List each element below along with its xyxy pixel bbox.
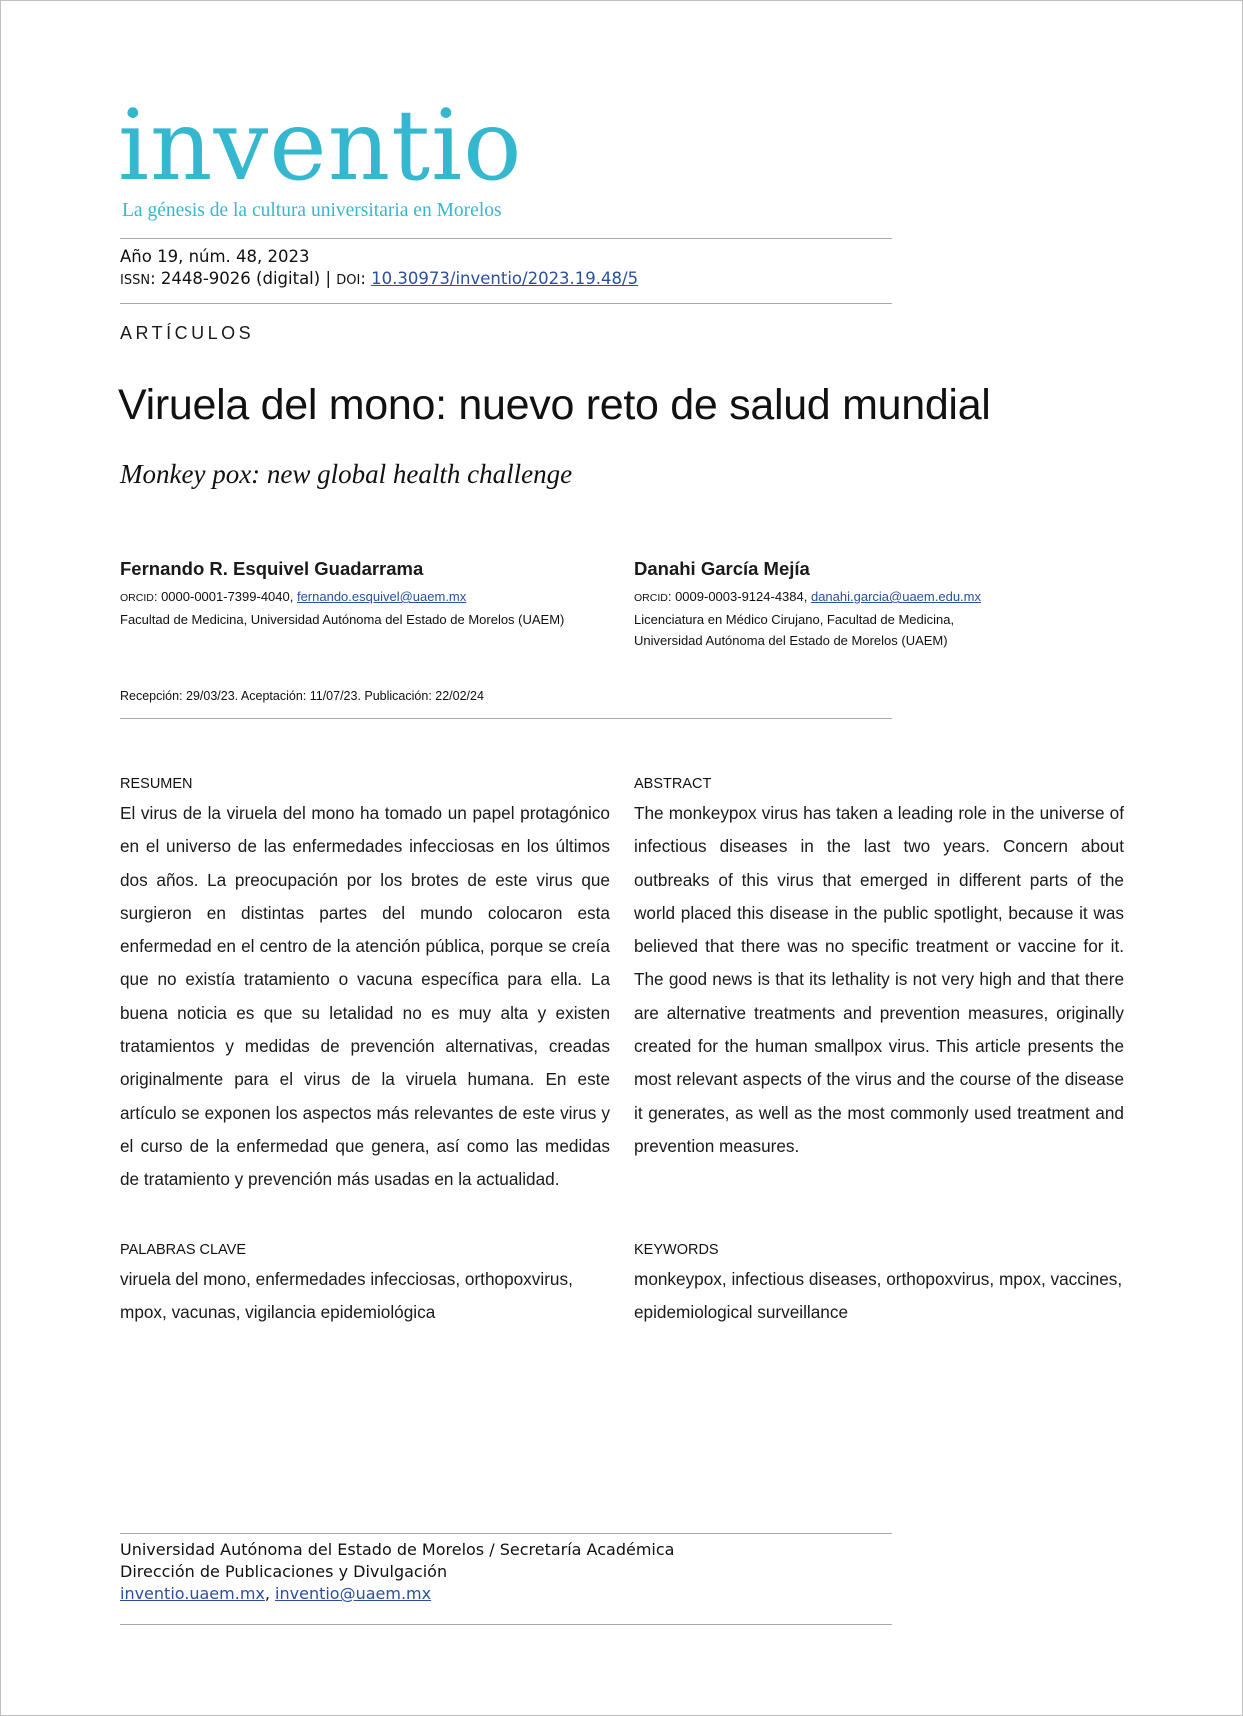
issn-label: ISSN bbox=[120, 273, 151, 288]
keywords-heading: KEYWORDS bbox=[634, 1242, 719, 1258]
issue-info bbox=[120, 246, 638, 292]
resumen-section bbox=[120, 776, 610, 1197]
author-email-link[interactable]: fernando.esquivel@uaem.mx bbox=[296, 589, 467, 604]
author-orcid bbox=[634, 586, 1134, 609]
divider bbox=[120, 303, 892, 304]
author-name: Danahi García Mejía bbox=[634, 558, 810, 579]
orcid-label: ORCID bbox=[120, 592, 154, 604]
orcid-value: : 0000-0001-7399-4040, bbox=[153, 589, 297, 604]
section-label: ARTÍCULOS bbox=[120, 323, 255, 343]
author-block bbox=[634, 558, 1134, 651]
doi-label: DOI bbox=[336, 273, 361, 288]
keywords-text: monkeypox, infectious diseases, orthopoxvirus, mpox, vaccines, epidemiological surveillance bbox=[634, 1269, 1123, 1323]
orcid-value: : 0009-0003-9124-4384, bbox=[667, 589, 811, 604]
journal-tagline: La génesis de la cultura universitaria en Morelos bbox=[122, 200, 502, 221]
abstract-heading: ABSTRACT bbox=[634, 776, 712, 792]
orcid-label: ORCID bbox=[634, 592, 668, 604]
resumen-text: El virus de la viruela del mono ha tomado un papel protagónico en el universo de las enfermedades infecciosas en los últimos dos años. La preocupación por los brotes de este virus que surgieron en distintas partes del mundo colocaron esta enfermedad en el centro de la atención pública, porque se creía que no existía tratamiento o vacuna específica para ella. La buena noticia es que su letalidad no es muy alta y existen tratamientos y medidas de prevención alternativas, creadas originalmente para el virus de la viruela humana. En este artículo se exponen los aspectos más relevantes de este virus y el curso de la enfermedad que genera, así como las medidas de tratamiento y prevención más usadas en la actualidad. bbox=[120, 803, 610, 1190]
footer bbox=[120, 1539, 674, 1605]
author-affiliation: Facultad de Medicina, Universidad Autónoma del Estado de Morelos (UAEM) bbox=[120, 612, 565, 627]
abstract-section bbox=[634, 776, 1124, 1163]
author-email-link[interactable]: danahi.garcia@uaem.edu.mx bbox=[810, 589, 981, 604]
author-name: Fernando R. Esquivel Guadarrama bbox=[120, 558, 424, 579]
author-orcid bbox=[120, 586, 620, 609]
palabras-clave-heading: PALABRAS CLAVE bbox=[120, 1242, 246, 1258]
email-link[interactable]: inventio@uaem.mx bbox=[275, 1584, 432, 1603]
abstract-text: The monkeypox virus has taken a leading role in the universe of infectious diseases in the last two years. Concern about outbreaks of this virus that emerged in different parts of the world placed this disease in the public spotlight, because it was believed that there was no specific treatment or vaccine for it. The good news is that its lethality is not very high and that there are alternative treatments and prevention measures, originally created for the human smallpox virus. This article presents the most relevant aspects of the virus and the course of the disease it generates, as well as the most commonly used treatment and prevention measures. bbox=[634, 803, 1124, 1156]
divider bbox=[120, 1624, 892, 1625]
article-title: Viruela del mono: nuevo reto de salud mundial bbox=[118, 381, 991, 429]
article-subtitle: Monkey pox: new global health challenge bbox=[120, 459, 573, 489]
palabras-clave-text: viruela del mono, enfermedades infecciosas, orthopoxvirus, mpox, vacunas, vigilancia epidemiológica bbox=[120, 1269, 573, 1323]
divider bbox=[120, 1533, 892, 1534]
website-link[interactable]: inventio.uaem.mx bbox=[120, 1584, 265, 1603]
identifiers-line bbox=[120, 268, 638, 292]
author-affiliation: Licenciatura en Médico Cirujano, Facultad de Medicina, bbox=[634, 612, 955, 627]
issue-line: Año 19, núm. 48, 2023 bbox=[120, 247, 310, 266]
footer-separator: , bbox=[264, 1584, 276, 1603]
footer-institution: Universidad Autónoma del Estado de Morelos / Secretaría Académica bbox=[120, 1540, 675, 1559]
divider bbox=[120, 238, 892, 239]
issn-value: : 2448-9026 (digital) | bbox=[150, 269, 337, 288]
footer-department: Dirección de Publicaciones y Divulgación bbox=[120, 1562, 448, 1581]
palabras-clave-section bbox=[120, 1242, 610, 1330]
resumen-heading: RESUMEN bbox=[120, 776, 193, 792]
doi-separator: : bbox=[360, 269, 372, 288]
author-block bbox=[120, 558, 620, 630]
keywords-section bbox=[634, 1242, 1124, 1330]
divider bbox=[120, 718, 892, 719]
author-affiliation: Universidad Autónoma del Estado de Morelos (UAEM) bbox=[634, 633, 948, 648]
publication-dates: Recepción: 29/03/23. Aceptación: 11/07/23. Publicación: 22/02/24 bbox=[120, 689, 484, 703]
doi-link[interactable]: 10.30973/inventio/2023.19.48/5 bbox=[371, 269, 639, 288]
journal-logo: inventio bbox=[118, 89, 523, 202]
footer-links bbox=[120, 1583, 674, 1605]
